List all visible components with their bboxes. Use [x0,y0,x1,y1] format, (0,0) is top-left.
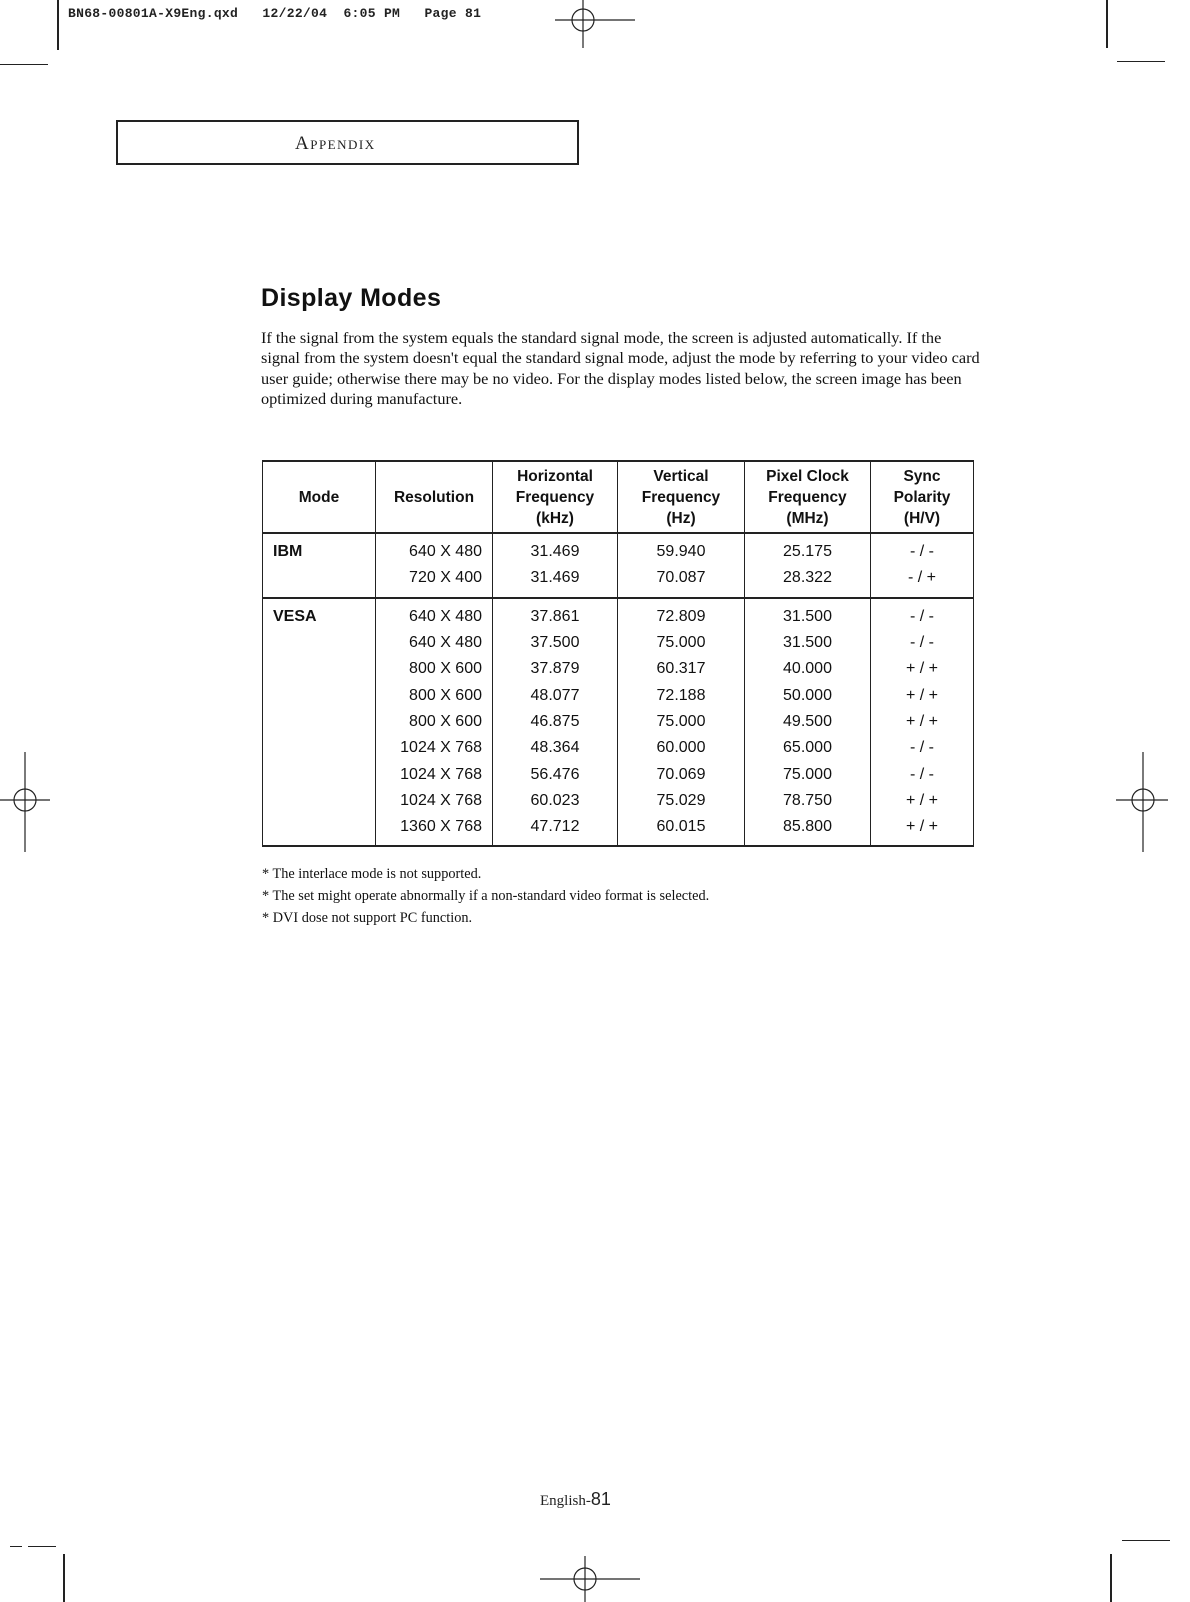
horizontal-cell: 47.712 [493,814,618,846]
vertical-cell: 75.000 [618,709,745,735]
horizontal-cell: 48.077 [493,682,618,708]
vertical-cell: 70.069 [618,761,745,787]
header-resolution: Resolution [376,461,493,533]
header-vertical-frequency: Vertical Frequency (Hz) [618,461,745,533]
pixel-clock-cell: 25.175 [745,533,871,565]
sync-cell: - / - [871,598,974,630]
table-group-vesa [263,598,974,847]
resolution-cell: 640 X 480 [376,630,493,656]
crop-mark [63,1554,65,1602]
registration-mark-icon [0,752,52,852]
sync-cell: + / + [871,814,974,846]
table-row [263,598,974,630]
resolution-cell: 800 X 600 [376,709,493,735]
resolution-cell: 1024 X 768 [376,761,493,787]
crop-mark [1117,61,1165,62]
sync-cell: - / + [871,565,974,597]
crop-mark [1122,1540,1170,1541]
resolution-cell: 1360 X 768 [376,814,493,846]
sync-cell: + / + [871,788,974,814]
sync-cell: + / + [871,656,974,682]
sync-cell: - / - [871,761,974,787]
sync-cell: + / + [871,682,974,708]
pixel-clock-cell: 49.500 [745,709,871,735]
footnote: * DVI dose not support PC function. [262,907,709,929]
pixel-clock-cell: 85.800 [745,814,871,846]
crop-mark [57,0,59,50]
section-label: Appendix [295,133,376,154]
resolution-cell: 1024 X 768 [376,735,493,761]
intro-paragraph: If the signal from the system equals the standard signal mode, the screen is adjusted automatically. If the signal from the system doesn't equal the standard signal mode, adjust the mode by referring to your video card user guide; otherwise there may be no video. For the display modes listed below, the screen image has been optimized during manufacture. [261,328,980,408]
table-group-ibm [263,533,974,598]
vertical-cell: 70.087 [618,565,745,597]
display-modes-table [262,460,974,847]
header-horizontal-frequency: Horizontal Frequency (kHz) [493,461,618,533]
pixel-clock-cell: 50.000 [745,682,871,708]
horizontal-cell: 37.500 [493,630,618,656]
crop-mark [0,64,48,65]
registration-mark-icon [555,0,635,48]
crop-mark [10,1546,22,1547]
resolution-cell: 640 X 480 [376,598,493,630]
page-language: English- [540,1493,591,1509]
horizontal-cell: 60.023 [493,788,618,814]
horizontal-cell: 46.875 [493,709,618,735]
pixel-clock-cell: 40.000 [745,656,871,682]
vertical-cell: 59.940 [618,533,745,565]
footnote: * The set might operate abnormally if a non-standard video format is selected. [262,885,709,907]
section-header-box [116,120,579,165]
resolution-cell: 1024 X 768 [376,788,493,814]
horizontal-cell: 37.879 [493,656,618,682]
vertical-cell: 60.317 [618,656,745,682]
resolution-cell: 800 X 600 [376,656,493,682]
sync-cell: - / - [871,630,974,656]
resolution-cell: 640 X 480 [376,533,493,565]
pixel-clock-cell: 28.322 [745,565,871,597]
footnotes [262,863,709,929]
mode-cell: VESA [263,598,376,847]
horizontal-cell: 31.469 [493,533,618,565]
pixel-clock-cell: 78.750 [745,788,871,814]
registration-mark-icon [1116,752,1168,852]
horizontal-cell: 37.861 [493,598,618,630]
page-number-value: 81 [590,1489,611,1509]
crop-mark [1106,0,1108,48]
sync-cell: + / + [871,709,974,735]
vertical-cell: 75.000 [618,630,745,656]
sync-cell: - / - [871,533,974,565]
crop-mark [28,1546,56,1547]
table-row [263,533,974,565]
vertical-cell: 72.809 [618,598,745,630]
footnote: * The interlace mode is not supported. [262,863,709,885]
print-slug: BN68-00801A-X9Eng.qxd 12/22/04 6:05 PM Page 81 [68,6,482,21]
vertical-cell: 72.188 [618,682,745,708]
pixel-clock-cell: 31.500 [745,598,871,630]
header-mode: Mode [263,461,376,533]
resolution-cell: 720 X 400 [376,565,493,597]
vertical-cell: 60.000 [618,735,745,761]
vertical-cell: 75.029 [618,788,745,814]
header-pixel-clock: Pixel Clock Frequency (MHz) [745,461,871,533]
sync-cell: - / - [871,735,974,761]
pixel-clock-cell: 75.000 [745,761,871,787]
registration-mark-icon [540,1556,640,1602]
mode-cell: IBM [263,533,376,598]
pixel-clock-cell: 65.000 [745,735,871,761]
table-header-row [263,461,974,533]
header-sync-polarity: Sync Polarity (H/V) [871,461,974,533]
crop-mark [1110,1554,1112,1602]
horizontal-cell: 48.364 [493,735,618,761]
pixel-clock-cell: 31.500 [745,630,871,656]
page-number [540,1489,611,1510]
page-title: Display Modes [261,284,442,312]
horizontal-cell: 56.476 [493,761,618,787]
resolution-cell: 800 X 600 [376,682,493,708]
vertical-cell: 60.015 [618,814,745,846]
horizontal-cell: 31.469 [493,565,618,597]
